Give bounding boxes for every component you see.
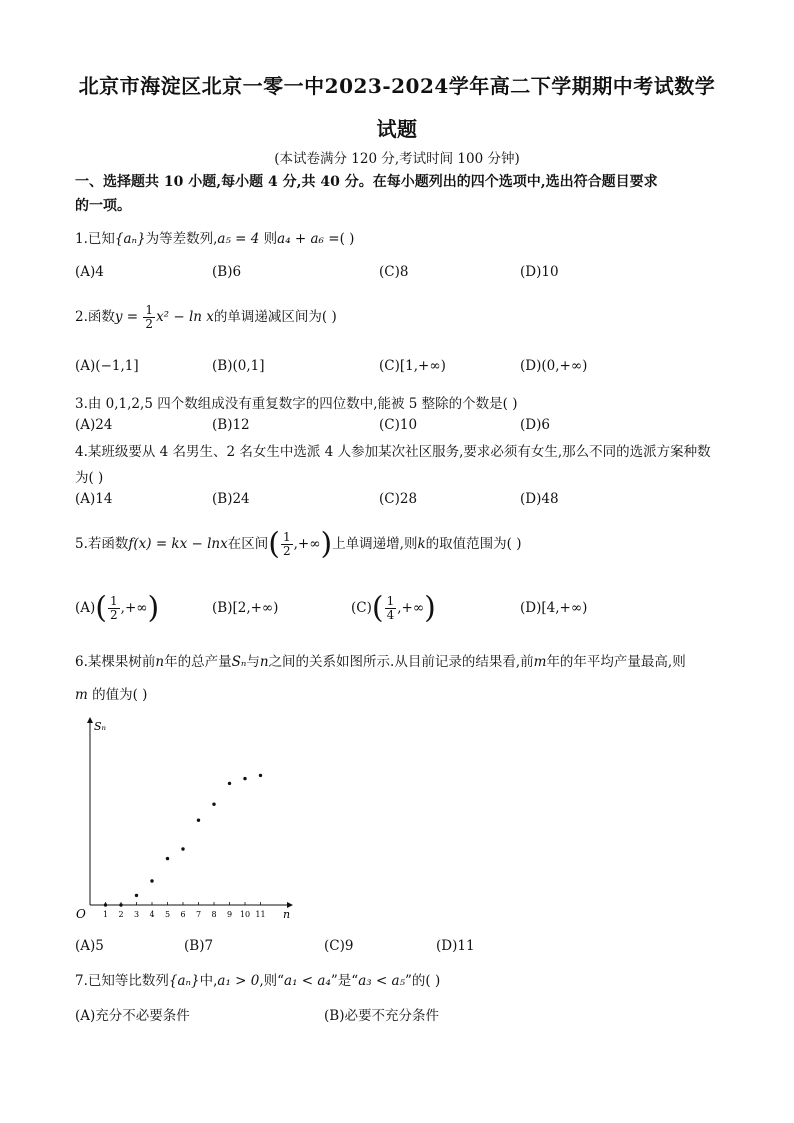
q5-fraction: [281, 531, 293, 558]
q6-n: n: [155, 654, 165, 670]
q6-p5: 年的年平均产量最高,则: [546, 654, 686, 670]
q2-option-d-value: (0,+∞): [541, 358, 588, 374]
q6-line2: 的值为( ): [92, 687, 148, 703]
x-tick-label-4: 4: [149, 910, 155, 919]
q6-option-a[interactable]: (A)5: [75, 938, 104, 954]
question-4-line2: 为( ): [75, 470, 104, 486]
q2-frac-den: 2: [145, 317, 154, 331]
x-tick-label-11: 11: [255, 910, 266, 919]
q1-mid: 为等差数列,: [145, 231, 218, 247]
q5-prefix: 5.若函数: [75, 536, 129, 552]
q5-mid: 在区间: [227, 536, 269, 552]
data-point-8: [212, 803, 215, 806]
q5-option-d-label: (D): [520, 600, 542, 616]
q2-frac-num: 1: [145, 303, 154, 317]
q5-open-paren: (: [268, 526, 280, 562]
q2-option-b[interactable]: [212, 358, 264, 374]
exam-title-line1: 北京市海淀区北京一零一中2023-2024学年高二下学期期中考试数学: [78, 74, 716, 98]
q5-option-d[interactable]: [520, 590, 587, 626]
y-axis-label: Sₙ: [94, 720, 106, 733]
data-point-10: [243, 777, 246, 780]
question-2: [75, 303, 725, 331]
q2-option-c-value: [1,+∞): [399, 358, 446, 374]
question-6-line1: [75, 651, 725, 673]
q5-option-d-value: [4,+∞): [541, 600, 588, 616]
q6-p3: 与: [246, 654, 260, 670]
q7-prefix: 7.已知等比数列: [75, 973, 169, 989]
question-7: [75, 970, 725, 992]
x-tick-label-5: 5: [164, 910, 171, 919]
q2-prefix: 2.函数: [75, 309, 115, 325]
q2-option-a-label: (A): [75, 358, 96, 374]
q5-option-c-num: 1: [386, 594, 395, 608]
q1-expression: a₄ + a₆ =: [277, 231, 340, 247]
q5-option-a-inf: ,+∞: [120, 600, 148, 616]
q6-option-b[interactable]: (B)7: [184, 938, 214, 954]
data-point-6: [181, 847, 184, 850]
q6-p2: 年的总产量: [164, 654, 232, 670]
data-point-9: [228, 782, 231, 785]
q7-cond2: a₃ < a₅: [358, 973, 406, 989]
q1-blank: ( ): [339, 231, 355, 247]
q5-option-c-label: (C): [351, 600, 372, 616]
section1-heading-line2: 的一项。: [75, 198, 131, 214]
q3-option-c[interactable]: (C)10: [379, 417, 418, 433]
x-tick-label-2: 2: [118, 910, 124, 919]
q5-suffix: 的取值范围为( ): [425, 536, 522, 552]
x-tick-label-9: 9: [226, 910, 233, 919]
q5-k: k: [417, 536, 426, 552]
q5-option-a-num: 1: [110, 594, 118, 608]
scatter-chart: [70, 712, 300, 924]
q7-rest: ,则“: [259, 973, 285, 989]
q6-options: [75, 938, 725, 960]
q5-option-c-den: 4: [386, 608, 395, 622]
q5-infinity: ,+∞: [293, 536, 321, 552]
q7-quote: ”是“: [330, 973, 359, 989]
q1-option-d[interactable]: (D)10: [520, 264, 559, 280]
x-axis-label: n: [283, 908, 291, 921]
q5-close-paren: ): [320, 526, 333, 562]
q5-option-a[interactable]: (A)( $\frac{1}{2}$ ,+∞): [75, 590, 160, 626]
q3-option-a[interactable]: (A)24: [75, 417, 113, 433]
q2-option-a[interactable]: [75, 358, 139, 374]
q4-option-a[interactable]: (A)14: [75, 491, 113, 507]
q6-n2: n: [259, 654, 269, 670]
q2-suffix: 的单调递减区间为( ): [213, 309, 337, 325]
origin-label: O: [76, 907, 86, 921]
q5-rest: 上单调递增,则: [332, 536, 418, 552]
q2-lhs: y =: [114, 309, 139, 325]
q7-sequence: {aₙ}: [168, 973, 200, 989]
q2-option-c[interactable]: [379, 358, 446, 374]
question-3: 3.由 0,1,2,5 四个数组成没有重复数字的四位数中,能被 5 整除的个数是( ): [75, 396, 518, 412]
q7-options: [75, 1004, 725, 1026]
question-1: [75, 228, 725, 250]
section1-heading-line1: 一、选择题共 10 小题,每小题 4 分,共 40 分。在每小题列出的四个选项中,选出符合题目要求: [75, 174, 658, 190]
x-tick-label-1: 1: [102, 910, 109, 919]
q3-option-b[interactable]: (B)12: [212, 417, 250, 433]
q2-option-d[interactable]: [520, 358, 587, 374]
q5-frac-den: 2: [282, 544, 291, 558]
q1-option-c[interactable]: (C)8: [379, 264, 409, 280]
q4-option-d[interactable]: (D)48: [520, 491, 559, 507]
q2-option-b-label: (B): [212, 358, 233, 374]
question-5: [75, 526, 725, 563]
q3-option-d[interactable]: (D)6: [520, 417, 550, 433]
q1-prefix: 1.已知: [75, 231, 115, 247]
data-point-3: [135, 894, 138, 897]
q7-mid: 中,: [199, 973, 218, 989]
x-tick-label-7: 7: [195, 910, 202, 919]
q1-condition: a₅ = 4: [217, 231, 260, 247]
q4-options: [75, 491, 725, 513]
q5-option-c[interactable]: (C)( $\frac{1}{4}$ ,+∞): [351, 590, 436, 626]
q2-fraction: [143, 304, 155, 331]
q7-option-b[interactable]: (B)必要不充分条件: [324, 1008, 439, 1024]
q1-option-a[interactable]: (A)4: [75, 264, 104, 280]
q5-option-a-label: (A): [75, 600, 96, 616]
q4-option-b[interactable]: (B)24: [212, 491, 250, 507]
data-point-11: [259, 774, 262, 777]
question-4-line1: 4.某班级要从 4 名男生、2 名女生中选派 4 人参加某次社区服务,要求必须有女生,那么不同的选派方案种数: [75, 444, 711, 460]
q5-option-a-den: 2: [110, 608, 118, 622]
q6-option-c[interactable]: (C)9: [324, 938, 354, 954]
exam-subtitle: (本试卷满分 120 分,考试时间 100 分钟): [274, 151, 520, 167]
q5-function: f(x) = kx − lnx: [128, 536, 228, 552]
q7-condition: a₁ > 0: [217, 973, 260, 989]
exam-title-line2: 试题: [376, 117, 418, 141]
q5-option-c-inf: ,+∞: [397, 600, 425, 616]
q4-option-c[interactable]: (C)28: [379, 491, 418, 507]
x-tick-label-3: 3: [133, 910, 140, 919]
q5-option-b-label: (B): [212, 600, 233, 616]
data-point-1: [104, 903, 107, 906]
q2-option-c-label: (C): [379, 358, 400, 374]
q1-then: 则: [259, 231, 278, 247]
q3-options: [75, 417, 725, 439]
q6-p1: 6.某棵果树前: [75, 654, 156, 670]
q6-option-d[interactable]: (D)11: [436, 938, 475, 954]
q1-sequence: {aₙ}: [114, 231, 146, 247]
q7-option-a[interactable]: (A)充分不必要条件: [75, 1008, 190, 1024]
q6-sn: Sₙ: [231, 654, 247, 670]
x-tick-label-6: 6: [180, 910, 186, 919]
data-point-5: [166, 857, 169, 860]
x-tick-label-8: 8: [211, 910, 217, 919]
data-point-4: [150, 879, 153, 882]
data-point-2: [119, 903, 122, 906]
q6-m: m: [533, 654, 547, 670]
q5-option-b-value: [2,+∞): [232, 600, 279, 616]
data-point-7: [197, 819, 200, 822]
q1-options: [75, 264, 725, 286]
q2-options: [75, 358, 725, 380]
q2-option-d-label: (D): [520, 358, 542, 374]
question-6-line2: [75, 684, 725, 706]
q6-m2: m: [75, 687, 88, 703]
x-tick-label-10: 10: [239, 910, 251, 919]
q7-suffix: ”的( ): [405, 973, 441, 989]
q2-option-a-value: (−1,1]: [95, 358, 139, 374]
q2-rest: x² − ln x: [156, 309, 214, 325]
q7-cond1: a₁ < a₄: [284, 973, 331, 989]
q1-option-b[interactable]: (B)6: [212, 264, 242, 280]
q5-option-b[interactable]: [212, 590, 278, 626]
q5-options: [75, 590, 725, 626]
q6-p4: 之间的关系如图所示.从目前记录的结果看,前: [268, 654, 534, 670]
q5-frac-num: 1: [282, 530, 291, 544]
q2-option-b-value: (0,1]: [232, 358, 265, 374]
